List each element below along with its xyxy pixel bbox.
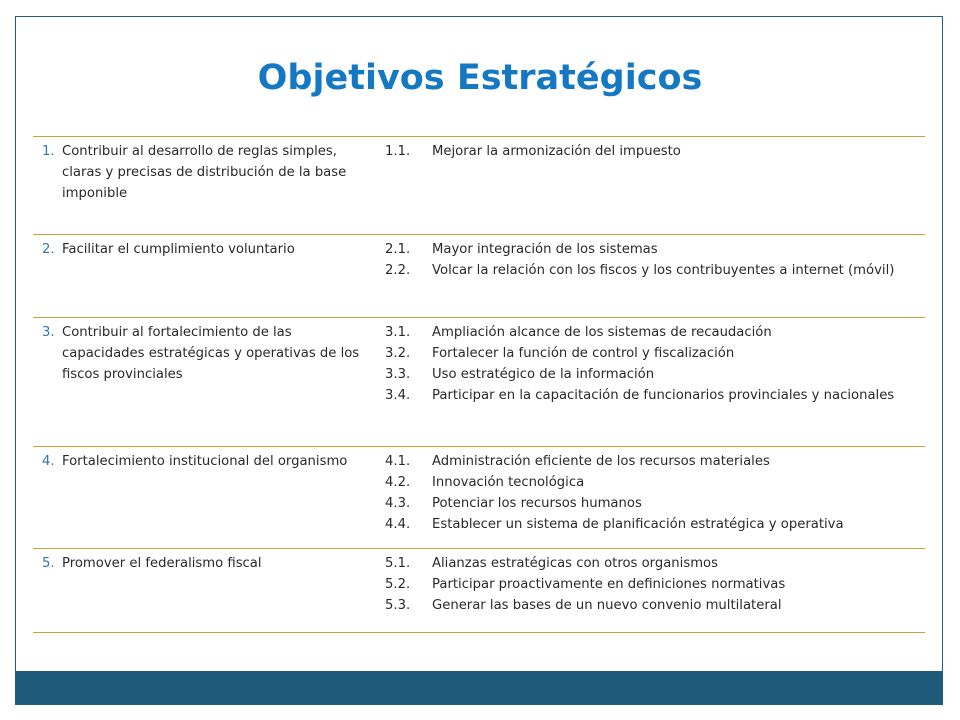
sub-objective-text: Generar las bases de un nuevo convenio multilateral: [432, 598, 782, 613]
objective-goal: [42, 553, 364, 574]
sub-objective: [385, 322, 925, 343]
objective-goal: [42, 239, 364, 260]
sub-objective-number: 5.2.: [385, 577, 411, 592]
objective-text: Contribuir al fortalecimiento de las capacidades estratégicas y operativas de los fiscos provinciales: [62, 325, 360, 382]
sub-objective: [385, 239, 925, 260]
sub-objective-number: 3.4.: [385, 388, 411, 403]
sub-objective-number: 4.4.: [385, 517, 411, 532]
objective-row-2: [33, 234, 925, 318]
footer-bar: [16, 671, 943, 705]
sub-objective: [385, 472, 925, 493]
sub-objective: [385, 385, 925, 406]
objective-row-5: [33, 548, 925, 633]
sub-objective-text: Fortalecer la función de control y fiscalización: [432, 346, 735, 361]
objective-number: 4.: [42, 454, 55, 469]
sub-objective-list: [385, 141, 925, 162]
sub-objective-text: Mejorar la armonización del impuesto: [432, 144, 681, 159]
objective-goal: [42, 322, 364, 385]
objective-goal: [42, 451, 364, 472]
sub-objective-text: Innovación tecnológica: [432, 475, 585, 490]
objective-text: Facilitar el cumplimiento voluntario: [62, 242, 295, 257]
objective-number: 5.: [42, 556, 55, 571]
sub-objective-number: 5.3.: [385, 598, 411, 613]
sub-objective-number: 3.2.: [385, 346, 411, 361]
sub-objective-text: Potenciar los recursos humanos: [432, 496, 642, 511]
objective-row-4: [33, 446, 925, 549]
sub-objective-number: 3.1.: [385, 325, 411, 340]
sub-objective: [385, 493, 925, 514]
objective-goal: [42, 141, 364, 204]
sub-objective-text: Ampliación alcance de los sistemas de recaudación: [432, 325, 772, 340]
sub-objective-number: 2.1.: [385, 242, 411, 257]
sub-objective-text: Mayor integración de los sistemas: [432, 242, 658, 257]
objective-text: Contribuir al desarrollo de reglas simples, claras y precisas de distribución de la base imponible: [62, 144, 347, 201]
objective-row-3: [33, 317, 925, 447]
sub-objective: [385, 595, 925, 616]
objective-number: 2.: [42, 242, 55, 257]
sub-objective: [385, 343, 925, 364]
sub-objective: [385, 451, 925, 472]
sub-objective-number: 4.3.: [385, 496, 411, 511]
slide: [15, 16, 943, 705]
sub-objective-list: [385, 239, 925, 281]
slide-title: Objetivos Estratégicos: [257, 58, 703, 98]
sub-objective-number: 2.2.: [385, 263, 411, 278]
sub-objective-number: 3.3.: [385, 367, 411, 382]
sub-objective: [385, 364, 925, 385]
sub-objective: [385, 514, 925, 535]
sub-objective-number: 4.1.: [385, 454, 411, 469]
sub-objective-text: Administración eficiente de los recursos materiales: [432, 454, 770, 469]
objective-row-1: [33, 136, 925, 235]
sub-objective-number: 1.1.: [385, 144, 411, 159]
objective-number: 3.: [42, 325, 55, 340]
sub-objective-text: Volcar la relación con los fiscos y los contribuyentes a internet (móvil): [432, 263, 895, 278]
sub-objective-text: Participar proactivamente en definiciones normativas: [432, 577, 786, 592]
sub-objective-text: Participar en la capacitación de funcionarios provinciales y nacionales: [432, 388, 895, 403]
sub-objective-list: [385, 553, 925, 616]
sub-objective: [385, 141, 925, 162]
objective-text: Promover el federalismo fiscal: [62, 556, 262, 571]
sub-objective-number: 5.1.: [385, 556, 411, 571]
sub-objective-text: Uso estratégico de la información: [432, 367, 655, 382]
sub-objective-number: 4.2.: [385, 475, 411, 490]
sub-objective: [385, 553, 925, 574]
sub-objective-list: [385, 322, 925, 406]
sub-objective-text: Establecer un sistema de planificación estratégica y operativa: [432, 517, 844, 532]
sub-objective: [385, 260, 925, 281]
sub-objective-text: Alianzas estratégicas con otros organismos: [432, 556, 718, 571]
sub-objective-list: [385, 451, 925, 535]
objective-number: 1.: [42, 144, 55, 159]
sub-objective: [385, 574, 925, 595]
objective-text: Fortalecimiento institucional del organismo: [62, 454, 348, 469]
